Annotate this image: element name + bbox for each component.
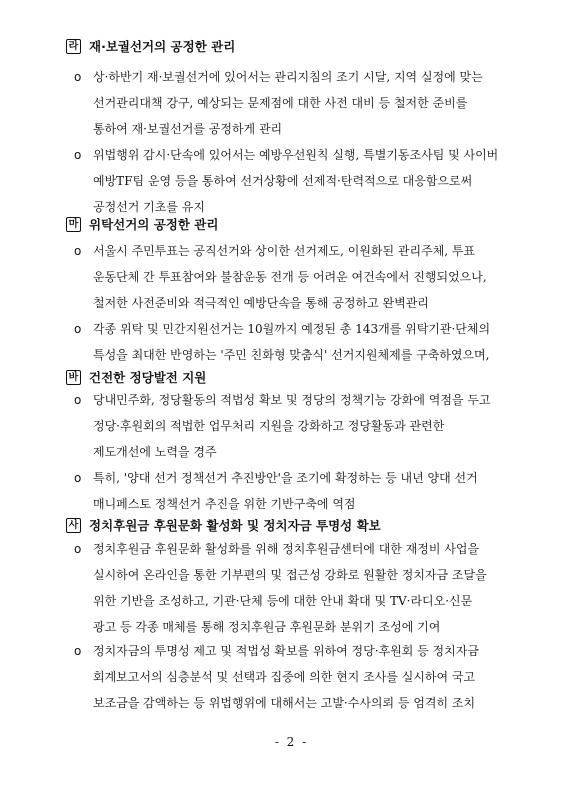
text-line: 특히, '양대 선거 정책선거 추진방안'을 조기에 확정하는 등 내년 양대 선거 [93, 471, 478, 485]
bullet-text [93, 638, 523, 716]
text-line: 선거관리대책 강구, 예상되는 문제점에 대한 사전 대비 등 철저한 준비를 [93, 96, 468, 110]
text-line: 예방TF팀 운영 등을 통하여 선거상황에 선제적·탄력적으로 대응함으로써 [93, 174, 473, 188]
text-line: 광고 등 각종 매체를 통해 정치후원금 후원문화 분위기 조성에 기여 [93, 620, 441, 634]
bullet-mark: ο [74, 644, 82, 658]
bullet-mark: ο [74, 471, 82, 485]
bullet-text [93, 465, 523, 517]
text-line: 공정선거 기초를 유지 [93, 200, 205, 214]
text-line: 회계보고서의 심층분석 및 선택과 집중에 의한 현지 조사를 실시하여 국고 [93, 670, 476, 684]
bullet-text [93, 238, 523, 316]
text-line: 정치후원금 후원문화 활성화를 위해 정치후원금센터에 대한 재정비 사업을 [93, 542, 480, 556]
bullet-mark: ο [74, 542, 82, 556]
text-line: 위한 기반을 조성하고, 기관·단체 등에 대한 안내 확대 및 TV·라디오·신문 [93, 594, 473, 608]
section-marker: 라 [66, 39, 81, 54]
page-number: - 2 - [274, 735, 309, 749]
text-line: 당내민주화, 정당활동의 적법성 확보 및 정당의 정책기능 강화에 역점을 두고 [93, 393, 491, 407]
bullet-mark: ο [74, 244, 82, 258]
section-title: 재·보궐선거의 공정한 관리 [89, 39, 236, 54]
bullet-mark: ο [74, 70, 82, 84]
text-line: 통하여 재·보궐선거를 공정하게 관리 [93, 122, 283, 136]
bullet-text [93, 142, 523, 220]
bullet-mark: ο [74, 322, 82, 336]
text-line: 정당·후원회의 적법한 업무처리 지원을 강화하고 정당활동과 관련한 [93, 419, 445, 433]
text-line: 상·하반기 재·보궐선거에 있어서는 관리지침의 조기 시달, 지역 실정에 맞는 [93, 70, 483, 84]
text-line: 제도개선에 노력을 경주 [93, 445, 217, 459]
text-line: 위법행위 감시·단속에 있어서는 예방우선원칙 실행, 특별기동조사팀 및 사이버 [93, 148, 499, 162]
section-marker: 바 [66, 370, 81, 385]
section-title: 정치후원금 후원문화 활성화 및 정치자금 투명성 확보 [89, 518, 381, 533]
bullet-mark: ο [74, 393, 82, 407]
bullet-text [93, 387, 523, 465]
bullet-text [93, 316, 523, 368]
bullet-text [93, 64, 523, 142]
text-line: 특성을 최대한 반영하는 '주민 친화형 맞춤식' 선거지원체제를 구축하였으며, [93, 348, 490, 362]
bullet-mark: ο [74, 148, 82, 162]
text-line: 서울시 주민투표는 공직선거와 상이한 선거제도, 이원화된 관리주체, 투표 [93, 244, 476, 258]
text-line: 실시하여 온라인을 통한 기부편의 및 접근성 강화로 원활한 정치자금 조달을 [93, 568, 487, 582]
section-title: 위탁선거의 공정한 관리 [89, 217, 219, 232]
bullet-text [93, 536, 523, 640]
text-line: 철저한 사전준비와 적극적인 예방단속을 통해 공정하고 완벽관리 [93, 296, 429, 310]
text-line: 매니페스토 정책선거 추진을 위한 기반구축에 역점 [93, 497, 356, 511]
text-line: 보조금을 감액하는 등 위법행위에 대해서는 고발·수사의뢰 등 엄격히 조치 [93, 696, 476, 710]
section-marker: 사 [66, 518, 81, 533]
section-marker: 마 [66, 217, 81, 232]
section-title: 건전한 정당발전 지원 [89, 370, 207, 385]
text-line: 운동단체 간 투표참여와 불참운동 전개 등 어려운 여건속에서 진행되었으나, [93, 270, 487, 284]
text-line: 각종 위탁 및 민간지원선거는 10월까지 예정된 총 143개를 위탁기관·단체의 [93, 322, 491, 336]
text-line: 정치자금의 투명성 제고 및 적법성 확보를 위하여 정당·후원회 등 정치자금 [93, 644, 479, 658]
